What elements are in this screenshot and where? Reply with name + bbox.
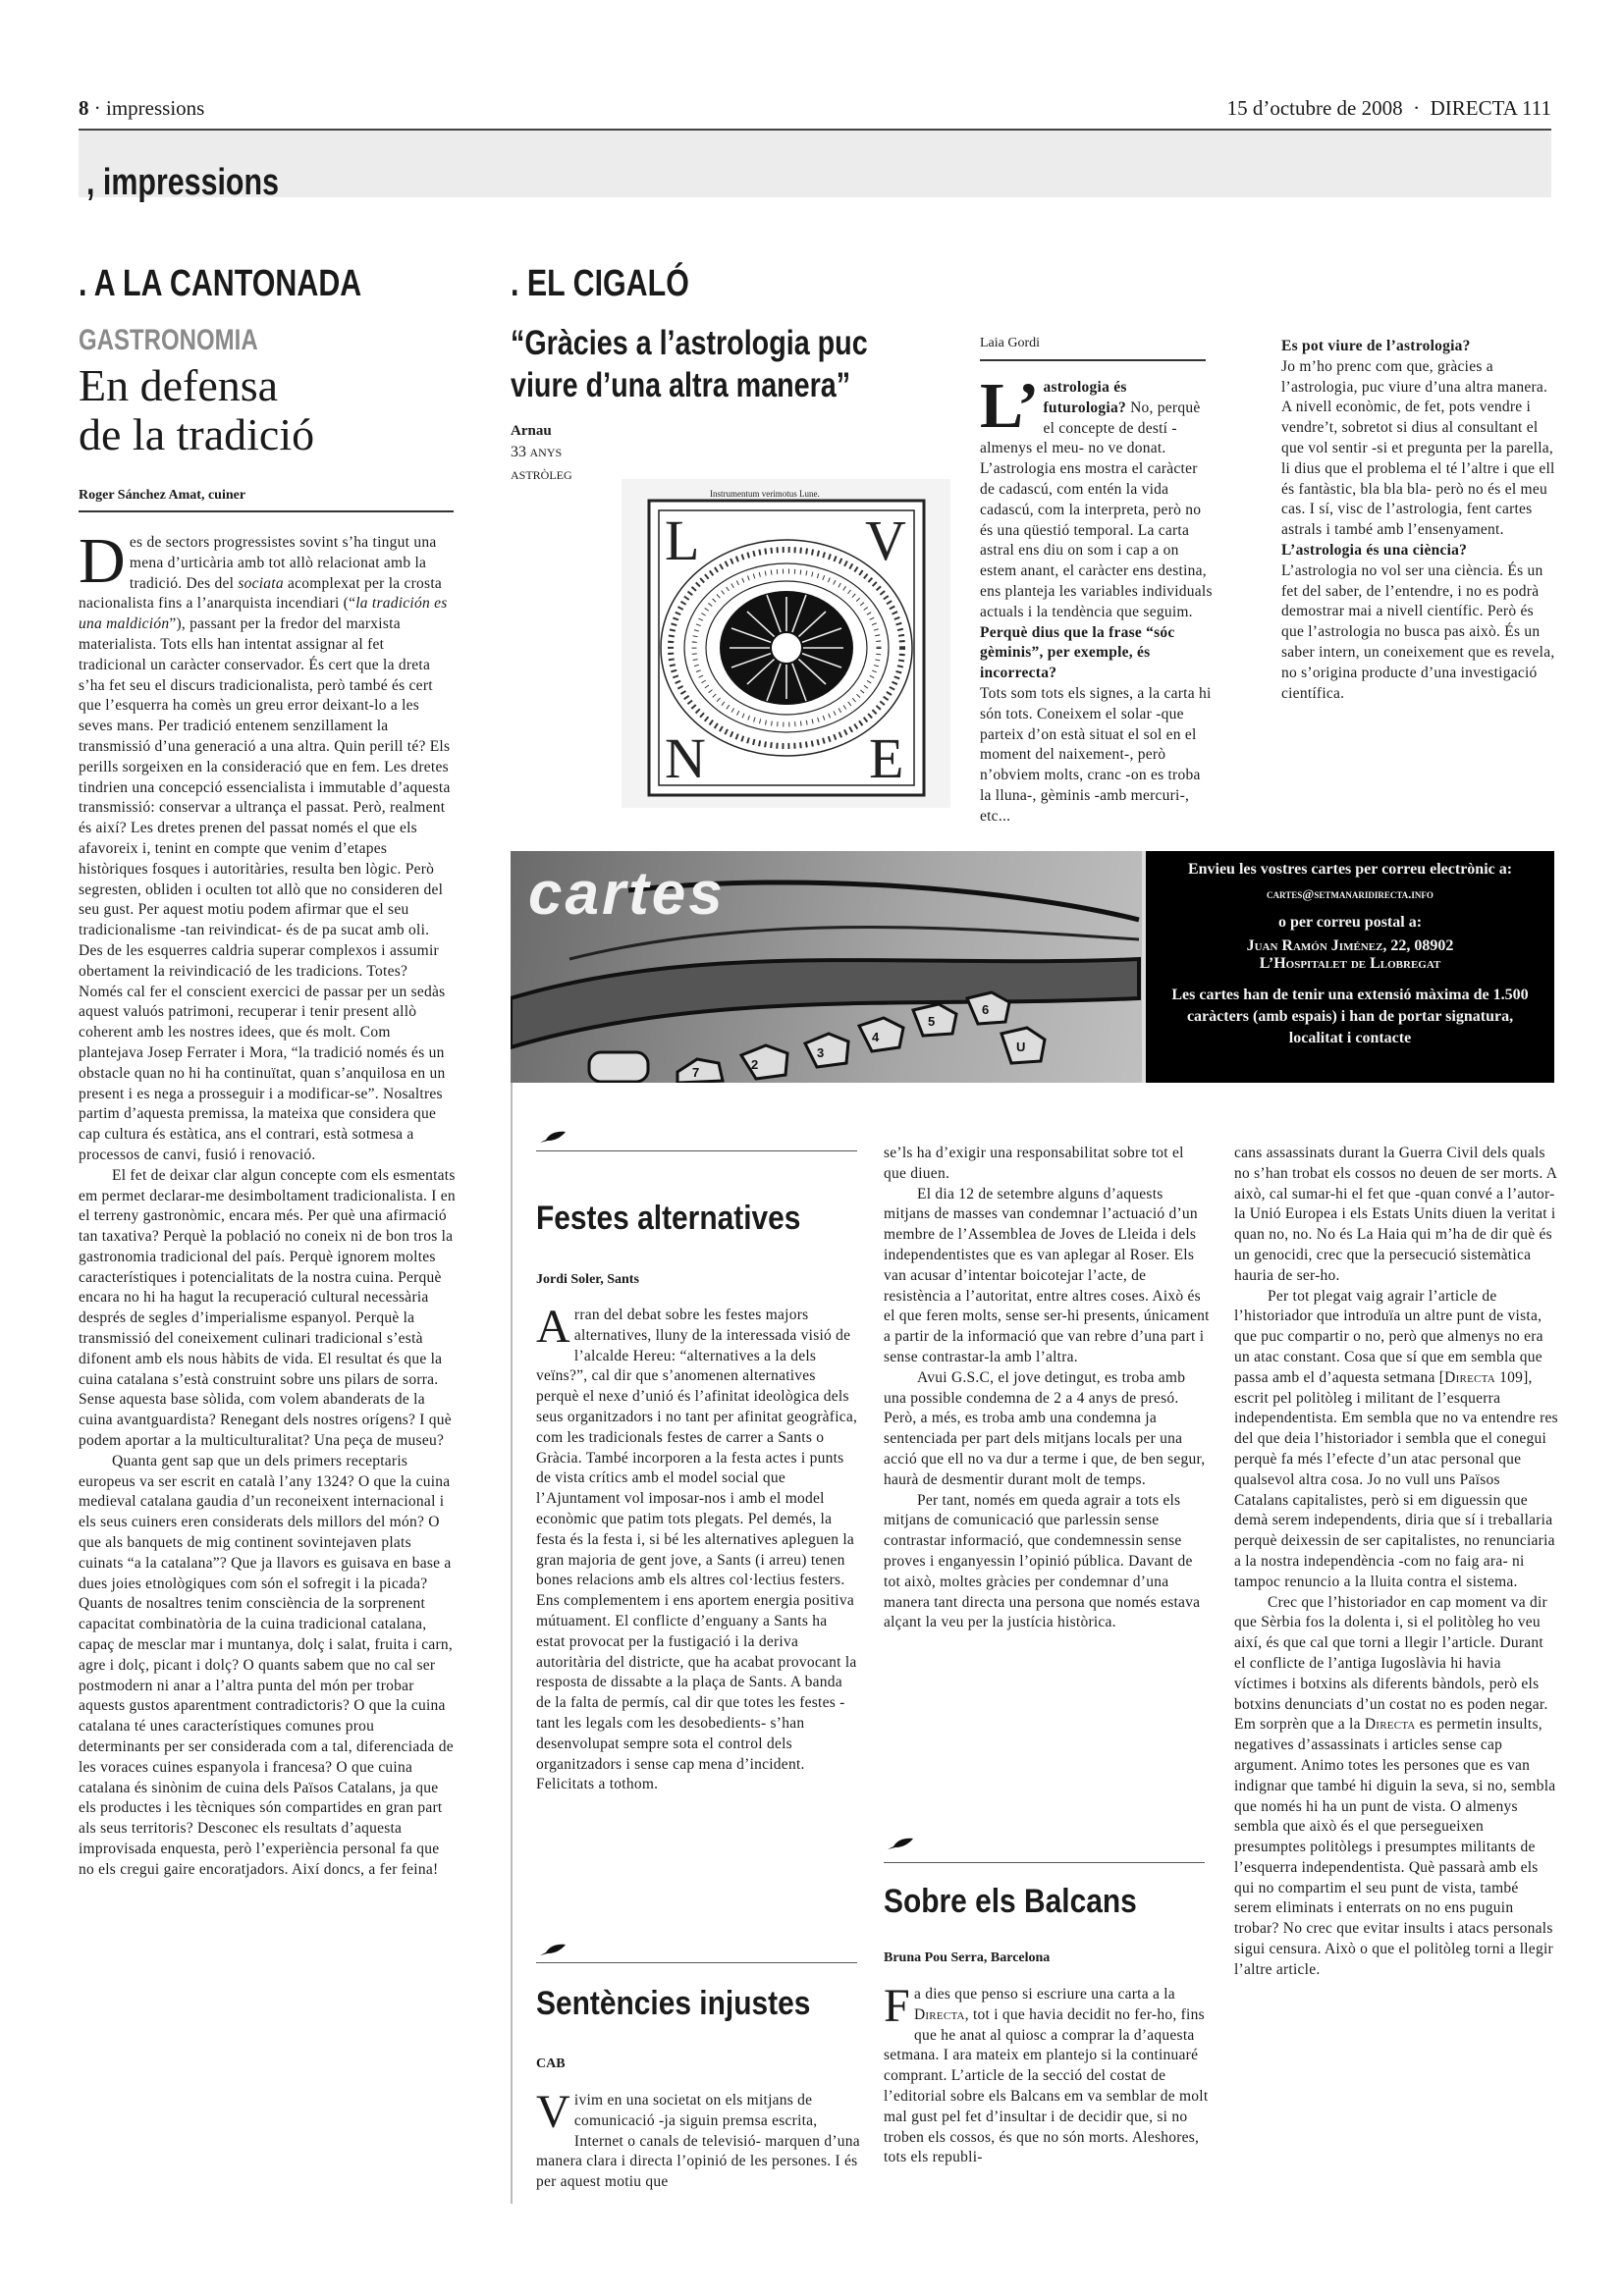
interview-question: Es pot viure de l’astrologia? — [1281, 338, 1471, 354]
kicker-label: GASTRONOMIA — [79, 324, 258, 356]
cigalo-section-label: . EL CIGALÓ — [511, 263, 689, 304]
section-band — [79, 131, 1551, 203]
interview-answer: L’astrologia no vol ser una ciència. És un fet del saber, de l’entendre, i no es podrà demostrar mai a nivell científic. Però és que l’astrologia no busca pas això. És un saber intern, un coneixement que es revela, no s’origina producte d’una investigació científica. — [1281, 561, 1555, 702]
paragraph-text: acomplexat per la crosta nacionalista fins a l’anarquista incendiari (“ — [79, 574, 443, 613]
image-letter-n: N — [665, 726, 706, 790]
paragraph-text: es permetin insults, negatives d’assassinats i articles sense cap argument. Animo totes les persones que es van indignar que també hi diguin la seva, si no, sembla que només hi ha un punt de vista. O almenys sembla que això és el que persegueixen presumptes politòlegs i presumptes militants de l’esquerra independentista. Què passarà amb els qui no compartim el seu punt de vista, també serem eliminats i enterrats on no ens puguin trobar? No crec que evitar insults i atacs personals sigui censura. Això o que el politòleg torni a llegir l’altre article. — [1234, 1716, 1556, 1978]
quill-icon — [538, 1942, 568, 1957]
cartes-rules: Les cartes han de tenir una extensió màxima de 1.500 caràcters (amb espais) i han de portar signatura, localitat i contacte — [1171, 987, 1529, 1046]
letter-rule — [536, 1962, 857, 1963]
key-label: 4 — [872, 1030, 880, 1044]
paragraph: Avui G.S.C, el jove detingut, es troba amb una possible condemna de 2 a 4 anys de presó. Però, a més, es troba amb una condemna ja sentenciada per part dels mitjans locals per una acció que ell no va dur a terme i que, de ben segur, haurà de desmentir durant molt de temps. — [884, 1368, 1206, 1488]
cartes-banner — [511, 851, 1554, 1083]
age-number: 33 — [511, 444, 526, 460]
interviewee-job: ASTRÒLEG — [511, 468, 572, 482]
italic-text: la tradición es una maldición — [79, 595, 448, 633]
interview-question: Perquè dius que la frase “sóc gèminis”, per exemple, és incorrecta? — [980, 623, 1175, 682]
header-bullet: · — [1413, 96, 1421, 120]
letter-title-wrap — [884, 1883, 1171, 1921]
page-number: 8 — [79, 96, 89, 120]
paragraph: cans assassinats durant la Guerra Civil dels quals no s’han trobat els cossos no deuen de ser morts. A això, cal sumar-hi el fet que -quan convé a l’autor- la Unió Europea i els Estats Units diuen la veritat i quan no, no. No és La Haia qui m’ha de dir què és un genocidi, crec que la persecució sistemàtica hauria de ser-ho. — [1234, 1145, 1557, 1284]
drop-cap: V — [536, 2086, 570, 2138]
astrolabe-image — [622, 479, 950, 808]
header-section: impressions — [106, 96, 205, 120]
letters-column-rule — [511, 1083, 513, 2204]
page-header — [79, 96, 1551, 121]
letter-byline: Jordi Soler, Sants — [536, 1272, 639, 1287]
headline-line: de la tradició — [79, 409, 315, 459]
interviewee-name: Arnau — [511, 423, 552, 439]
cartes-title: cartes — [528, 860, 726, 928]
email-address[interactable]: cartes@setmanaridirecta.info — [1267, 886, 1434, 901]
interview-answer: Tots som tots els signes, a la carta hi són tots. Coneixem el solar -que parteix d’on està situat el sol en el moment del naixement-, però n’obviem molts, cranc -on es troba la lluna-, gèminis -amb mercuri-, etc... — [980, 684, 1212, 825]
image-caption: Instrumentum verimotus Lune. — [710, 489, 820, 499]
quill-icon — [886, 1836, 915, 1851]
age-unit: ANYS — [529, 446, 563, 459]
key-label: 3 — [817, 1045, 825, 1060]
newspaper-name: Directa — [913, 2005, 965, 2023]
image-letter-l: L — [665, 508, 700, 572]
letter-body — [536, 2086, 860, 2193]
paragraph-text: Crec que l’historiador en cap moment va dir que Sèrbia fos la dolenta i, si el politòleg ho veu així, és que cal que torni a llegir l’article. Durant el conflicte de l’antiga Iugoslàvia hi havia víctimes i botxins als diferents bàndols, però els botxins denunciats d’un costat no es poden negar. Em sorprèn que a la — [1234, 1593, 1548, 1734]
paragraph-text: rran del debat sobre les festes majors alternatives, lluny de la interessada visió de l’alcalde Hereu: “alternatives a la dels veïns?”, cal dir que s’anomenen alternatives perquè el nexe d’unió és l’afinitat ideològica dels seus organitzadors i no tant per afinitat geogràfica, com les tradicionals festes de carrer a Sants o Gràcia. També incorporen a la festa actes i punts de vista crítics amb el model social que l’Ajuntament vol imposar-nos i amb el model econòmic que patim tots plegats. Pel demés, la festa és la festa i, si bé les alternatives apleguen la gran majoria de gent jove, a Sants (i arreu) tenen bones relacions amb els altres col·lectius festers. Ens complementem i ens aportem energia positiva mútuament. El conflicte d’enguany a Sants ha estat provocat per la fustigació i la deriva autoritària del districte, que ha acabat provocant la resposta de dissabte a la plaça de Sants. A banda de la falta de permís, cal dir que totes les festes -tant les legals com les desobedients- s’han desenvolupat sempre sota el control dels organitzadors i sense cap mena d’incident. Felicitats a tothom. — [536, 1307, 858, 1793]
letter-byline: Bruna Pou Serra, Barcelona — [884, 1950, 1051, 1965]
paragraph: Per tant, només em queda agrair a tots els mitjans de comunicació que parlessin sense contrastar informació, que condemnessin sense proves i enganyessin l’opinió pública. Davant de tot això, moltes gràcies per condemnar d’una manera tant directa una persona que només estava alçant la veu per la justícia històrica. — [884, 1491, 1201, 1631]
cigalo-section-title — [511, 263, 733, 305]
quill-icon — [538, 1129, 568, 1145]
paragraph-text: a dies que penso si escriure una carta a la — [913, 1986, 1175, 2002]
interviewee-info — [511, 420, 572, 486]
cantonada-byline: Roger Sánchez Amat, cuiner — [79, 488, 246, 503]
letter-rule — [884, 1862, 1205, 1863]
key-label: 6 — [982, 1002, 990, 1017]
drop-cap: D — [79, 525, 126, 597]
section-band-title: , impressions — [86, 162, 279, 203]
paragraph-text: , tot i que havia decidit no fer-ho, fins que he anat al quiosc a comprar la d’aquesta setmana. I ara mateix em plantejo si la continuaré comprant. L’article de la secció del costat de l’editorial sobre els Balcans em va semblar de molt mal gust pel fet d’insultar i de decidir que, si no troben els cossos, és que no són morts. Aleshores, tots els republi- — [884, 2005, 1209, 2166]
paragraph: se’ls ha d’exigir una responsabilitat sobre tot el que diuen. — [884, 1145, 1184, 1182]
header-separator: · — [93, 96, 101, 120]
byline-rule — [79, 510, 454, 512]
cantonada-section-title — [79, 263, 432, 305]
paragraph-text: ivim en una societat on els mitjans de comunicació -ja siguin premsa escrita, Internet o canals de televisió- marquen d’una manera clara i directa l’opinió de les persones. I és per aquest motiu que — [536, 2092, 860, 2191]
paragraph: Quanta gent sap que un dels primers receptaris europeus va ser escrit en català l’any 1324? O que la cuina medieval catalana gaudia d’un reconeixent internacional i els seus cuiners eren considerats dels millors del món? O que als banquets de mig continent sovintejaven plats cuinats “a la catalana”? Que ja llavors es guisava en base a dues joies etnològiques com són el sofregit i la picada? Quants de nosaltres tenim consciència de la sorprenent capacitat combinatòria de la cuina tradicional catalana, capaç de mesclar mar i muntanya, dolç i salat, fruita i carn, agre i dolç, picant i dolç? O quants sabem que no cal ser postmodern ni anar a l’altra punta del món per trobar aquests gustos aparentment contradictoris? O que la cuina catalana té unes característiques comunes prou determinants per ser considerada com a tal, diferenciada de les voraces cuines espanyola i francesa? O que cuina catalana és sinònim de cuina dels Països Catalans, ja que els productes i les tècniques són compartides en gran part als seus territoris? Desconec els resultats d’aquesta improvisada enquesta, però l’experiència personal fa que no els cregui gaire encoratjadors. Així doncs, a fer feina! — [79, 1452, 454, 1878]
headline-line: En defensa — [79, 360, 279, 410]
newspaper-name: Directa — [1364, 1716, 1416, 1734]
paragraph-text: Per tot plegat vaig agrair l’article de l’historiador que introduïa un altre punt de vista, que puc compartir o no, però que almenys no era un atac constant. Cosa que sí que em sembla que passa amb el d’aquesta setmana [ — [1234, 1287, 1543, 1386]
paragraph-text: 109], escrit pel politòleg i militant de l’esquerra independentista. Em sembla que no va entendre res del que deia l’historiador i sembla que el conegui perquè fa més l’efecte d’un atac personal que qualsevol altra cosa. Jo no vull uns Països Catalans capitalistes, però si em diguessin que demà serem independents, diria que sí i treballaria perquè deixessin de ser capitalistes, no renunciaria a la nostra independència -com no faig ara- ni tampoc renuncio a la lluita contra el sistema. — [1234, 1368, 1558, 1590]
paragraph-text: ”), passant per la fredor del marxista materialista. Tots ells han intentat assignar al fet tradicional un caràcter conservador. És cert que la dreta s’ha fet seu el discurs tradicionalista, però també és cert que l’esquerra ha comès un greu error deixant-lo a les seves mans. Per tradició entenem senzillament la transmissió d’una generació a una altra. Quin perill té? Els perills sorgeixen en la consideració que en fem. Les dretes tindrien una concepció essencialista i immutable d’aquesta transmissió: conservar a ultrança el passat. Però, realment és així? Les dretes prenen del passat només el que els afavoreix i, tenint en compte que venim d’etapes històriques fosques i autoritàries, resulta ben lògic. Però segresten, obliden i oculten tot allò que no consideren del seu gust. Per aquest motiu podem afirmar que el seu tradicionalisme -tan reivindicat- és de pa sucat amb oli. Des de les esquerres caldria superar complexos i assumir obertament la reivindicació de les tradicions. Totes? Només cal fer el conscient exercici de passar per un sedàs aquest valuós patrimoni, recuperar i tenir present allò coherent amb les nostres idees, que és molt. Com plantejava Josep Ferrater i Mora, “la tradició només és un obstacle quan no hi ha continuïtat, quan s’anquilosa en un present i es nega a prosseguir i a modificar-se”. Nosaltres partim d’aquesta premissa, la mateixa que considera que cap cultura és estàtica, ans el contrari, està sotmesa a processos de canvi, fusió i renovació. — [79, 615, 451, 1163]
interview-headline — [511, 322, 947, 406]
interview-col-2 — [1281, 337, 1556, 704]
letter-title: Sentències injustes — [536, 1985, 811, 2022]
interview-col-1 — [980, 370, 1214, 828]
drop-cap: F — [884, 1980, 910, 2032]
cantonada-kicker — [79, 324, 302, 357]
drop-cap: A — [536, 1301, 570, 1353]
interview-question: L’astrologia és una ciència? — [1281, 541, 1468, 559]
image-letter-v: V — [865, 508, 906, 572]
letter-rule — [536, 1150, 857, 1151]
paragraph: El fet de deixar clar algun concepte com els esmentats em permet declarar-me desimboltament tradicionalista. I en el terreny gastronòmic, encara més. Per què una afirmació tan taxativa? Perquè la població no coneix ni de bon tros la gastronomia tradicional del país. Perquè ignorem moltes característiques i potencialitats de la nostra cuina. Perquè encara no hi ha hagut la recuperació cultural necessària després de segles d’imperialisme espanyol. Perquè la transmissió del coneixement culinari tradicional s’està difonent amb els nous hàbits de vida. El resultat és que la cuina catalana s’està construint sobre uns pilars de sorra. Sense aquesta base sòlida, com volem abanderats de la cuina avantguardista? Renegant dels nostres orígens? I què podem aportar a la multiculturalitat? Una peça de museu? — [79, 1166, 456, 1450]
letter-body-continued — [1234, 1144, 1558, 1981]
interview-question: astrologia és futurologia? — [1043, 379, 1127, 416]
headline-line: viure d’una altra manera” — [511, 366, 851, 404]
cartes-info-box — [1142, 851, 1554, 1083]
interview-author: Laia Gordi — [980, 336, 1041, 350]
issue-number: DIRECTA 111 — [1430, 96, 1551, 120]
author-rule — [980, 359, 1206, 361]
letter-body-continued — [884, 1144, 1210, 1633]
key-label: U — [1016, 1040, 1026, 1054]
cantonada-section-label: . A LA CANTONADA — [79, 263, 362, 304]
letter-body — [884, 1980, 1210, 2168]
newspaper-name: Directa — [1444, 1368, 1495, 1386]
italic-text: sociata — [238, 574, 284, 592]
key-label: 7 — [692, 1065, 700, 1080]
letter-title: Festes alternatives — [536, 1200, 801, 1237]
email-label: Envieu les vostres cartes per correu electrònic a: — [1187, 861, 1513, 878]
address-line: L’Hospitalet de Llobregat — [1259, 955, 1441, 972]
image-letter-e: E — [869, 726, 904, 790]
letter-title-wrap — [536, 1200, 837, 1238]
headline-line: “Gràcies a l’astrologia puc — [511, 324, 868, 362]
interview-answer: Jo m’ho prenc com que, gràcies a l’astrologia, puc viure d’una altra manera. A nivell econòmic, de fet, pots vendre i vendre’t, sobretot si dius al consultant el que vol sentir -si et pregunta per la parella, li dius que el problema el té l’altre i que ell és fantàstic, bla bla bla- però no és el meu cas. I sí, visc de l’astrologia, fent cartes astrals i també amb l’ensenyament. — [1281, 357, 1555, 539]
letter-body — [536, 1301, 860, 1795]
paragraph-text: es de sectors progressistes sovint s’ha tingut una mena d’urticària amb tot allò relacionat amb la tradició. Des del — [129, 534, 437, 592]
paragraph: El dia 12 de setembre alguns d’aquests mitjans de masses van condemnar l’actuació d’un membre de l’Assemblea de Joves de Lleida i dels independentistes que es van aplegar al Roser. Els van acusar d’intentar boicotejar l’acte, de resistència a l’autoritat, entre altres coses. Això és el que feren molts, sense ser-hi presents, únicament a partir de la informació que van rebre d’una part i sense contrastar-la amb l’altra. — [884, 1185, 1210, 1365]
cantonada-body — [79, 525, 456, 1881]
astrolabe-illustration — [622, 479, 950, 808]
drop-cap: L’ — [980, 370, 1040, 442]
key-label: 2 — [751, 1057, 759, 1072]
postal-label: o per correu postal a: — [1277, 914, 1423, 931]
interviewee-age — [511, 442, 572, 464]
letter-title: Sobre els Balcans — [884, 1883, 1137, 1920]
letter-byline: CAB — [536, 2056, 566, 2071]
address-line: Juan Ramón Jiménez, 22, 08902 — [1246, 937, 1454, 954]
letter-title-wrap — [536, 1985, 847, 2023]
interview-answer: No, perquè el concepte de destí -almenys el meu- no ve donat. L’astrologia ens mostra el caràcter de cadascú, com entén la vida cadascú, com la interpreta, però no és una qüestió temporal. La carta astral ens diu on som i cap a on estem anant, el caràcter ens destina, ens planteja les variables individuals actuals i la tendència que seguim. — [980, 399, 1213, 620]
issue-date: 15 d’octubre de 2008 — [1226, 96, 1403, 120]
key-label: 5 — [928, 1014, 936, 1029]
cantonada-headline — [79, 361, 314, 459]
